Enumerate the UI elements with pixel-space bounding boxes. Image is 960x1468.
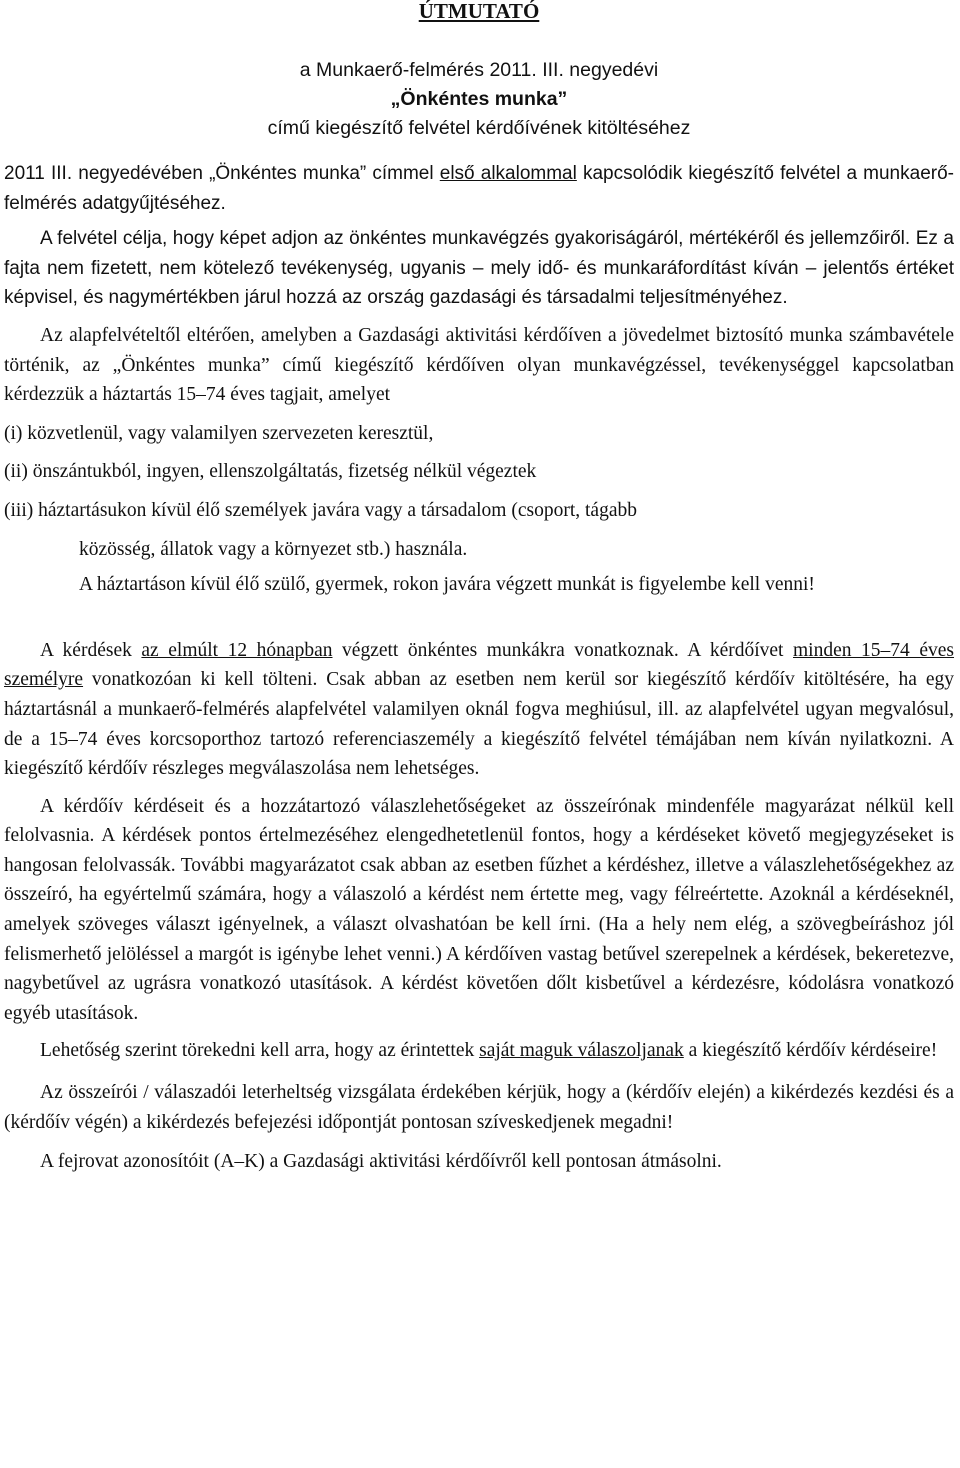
paragraph-intro-underlined: első alkalommal (439, 163, 577, 184)
note-relatives: A háztartáson kívül élő szülő, gyermek, rokon javára végzett munkát is figyelembe kell venni! (79, 574, 815, 596)
subtitle-line-1: a Munkaerő-felmérés 2011. III. negyedévi (299, 59, 659, 81)
paragraph-reading-instructions: A kérdőív kérdéseit és a hozzátartozó válaszlehetőségeket az összeírónak mindenféle magyarázat nélkül kell felolvasnia. A kérdések pontos értelmezéséhez elengedhetetlenül fontos, hogy a kérdéseket követő megjegyzéseket is hangosan felolvassák. További magyarázatot csak abban az esetben fűzhet a kérdéshez, illetve a válaszlehetőségekhez az összeíró, ha egyértelmű számára, hogy a válaszoló a kérdést nem értette meg, vagy félreértette. Azoknál a kérdéseknél, amelyek szöveges választ igényelnek, a választ olvashatóan be kell írni. (Ha a hely nem elég, a szövegbeíráshoz jól felismerhető jelöléssel a margót is igénybe lehet venni.) A kérdőíven vastag betűvel szerepelnek a kérdések, bekeretezve, nagybetűvel az ugrásra vonatkozó utasítások. A kérdést követően dőlt kisbetűvel a kérdezésre, kódolásra vonatkozó egyéb utasítások. (4, 795, 954, 1024)
paragraph-self-response (4, 1036, 954, 1066)
paragraph-header-ids: A fejrovat azonosítóit (A–K) a Gazdasági aktivitási kérdőívről kell pontosan átmásolni. (40, 1151, 722, 1173)
paragraph-intro (4, 159, 954, 218)
paragraph-scope-text-a: A kérdések (40, 639, 142, 661)
paragraph-intro-text-b: kapcsolódik kiegészítő felvétel a munkaerő-felmérés adatgyűjtéséhez. (4, 163, 954, 214)
subtitle-line-2: „Önkéntes munka” (390, 88, 568, 110)
list-item-ii: (ii) önszántukból, ingyen, ellenszolgáltatás, fizetség nélkül végeztek (4, 461, 537, 483)
paragraph-scope-text-c: vonatkozóan ki kell tölteni. Csak abban az esetben nem kerül sor kiegészítő kérdőív kitöltésére, ha egy háztartásnál a munkaerő-felmérés alapfelvétel valamilyen oknál fogva meghiúsul, ill. az alapfelvétel ugyan megvalósul, de a 15–74 éves korcsoporthoz tartozó referenciaszemély a kiegészítő felvétel témájában nem kíván nyilatkozni. A kiegészítő kérdőív részleges megválaszolása nem lehetséges. (4, 669, 954, 780)
paragraph-timing: Az összeírói / válaszadói leterheltség vizsgálata érdekében kérjük, hogy a (kérdőív elején) a kikérdezés kezdési és a (kérdőív végén) a kikérdezés befejezési időpontját pontosan szíveskedjenek megadni! (4, 1082, 954, 1133)
paragraph-scope-underlined-2: minden 15–74 éves személyre (4, 639, 955, 691)
paragraph-intro-text-a: 2011 III. negyedévében „Önkéntes munka” címmel (4, 163, 440, 184)
paragraph-self-response-underlined: saját maguk válaszoljanak (479, 1040, 684, 1062)
paragraph-purpose: A felvétel célja, hogy képet adjon az önkéntes munkavégzés gyakoriságáról, mértékéről és jellemzőiről. Ez a fajta nem fizetett, nem kötelező tevékenység, ugyanis – mely idő- és munkaráfordítást kíván – jelentős értéket képvisel, és nagymértékben járul hozzá az ország gazdasági és társadalmi teljesítményéhez. (4, 228, 954, 309)
paragraph-self-response-text-b: a kiegészítő kérdőív kérdéseire! (683, 1040, 938, 1062)
list-item-i: (i) közvetlenül, vagy valamilyen szervezeten keresztül, (4, 422, 434, 444)
paragraph-self-response-text-a: Lehetőség szerint törekedni kell arra, hogy az érintettek (40, 1040, 480, 1062)
paragraph-scope (4, 636, 954, 784)
paragraph-scope-text-b: végzett önkéntes munkákra vonatkoznak. A kérdőívet (332, 639, 794, 661)
subtitle-line-3: című kiegészítő felvétel kérdőívének kitöltéséhez (267, 117, 691, 139)
list-item-iii: (iii) háztartásukon kívül élő személyek javára vagy a társadalom (csoport, tágabb (4, 499, 637, 521)
paragraph-difference: Az alapfelvételtől eltérően, amelyben a Gazdasági aktivitási kérdőíven a jövedelmet biztosító munka számbavétele történik, az „Önkéntes munka” című kiegészítő kérdőíven olyan munkavégzéssel, tevékenységgel kapcsolatban kérdezzük a háztartás 15–74 éves tagjait, amelyet (4, 324, 954, 406)
document-title: ÚTMUTATÓ (418, 0, 540, 23)
list-item-iii-continuation: közösség, állatok vagy a környezet stb.) használa. (79, 538, 468, 560)
paragraph-scope-underlined-1: az elmúlt 12 hónapban (141, 639, 333, 661)
